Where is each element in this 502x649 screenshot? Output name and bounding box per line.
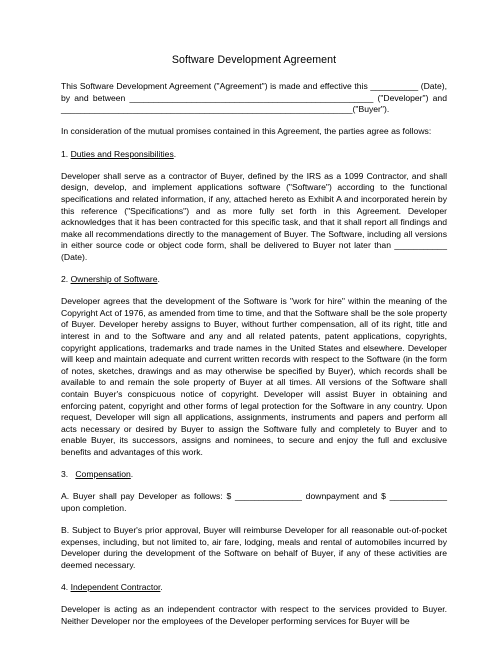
section-title: Compensation [75, 469, 131, 480]
intro-paragraph: This Software Development Agreement ("Agreement") is made and effective this __________ (Date), by and between ___________________________________________________ ("Developer") and _____________________________________________________________("Buyer"). [61, 81, 447, 115]
section-title: Ownership of Software [70, 274, 158, 285]
section-title-suffix: . [173, 148, 177, 159]
section-4-paragraph: Developer is acting as an independent contractor with respect to the services provided to Buyer. Neither Developer nor the employees of the Developer performing services for Buyer will be [61, 604, 447, 626]
section-2-paragraph: Developer agrees that the development of the Software is "work for hire" within the meaning of the Copyright Act of 1976, as amended from time to time, and that the Software shall be the sole property of Buyer. Developer hereby assigns to Buyer, without further compensation, all of its right, title and interest in and to the Software and any and all related patents, patent applications, copyrights, copyright applications, trademarks and trade names in the United States and elsewhere. Developer will keep and maintain adequate and current written records with respect to the Software (in the form of notes, sketches, drawings and as may otherwise be specified by Buyer), which records shall be available to and remain the sole property of Buyer at all times. All versions of the Software shall contain Buyer's conspicuous notice of copyright. Developer will assist Buyer in obtaining and enforcing patent, copyright and other forms of legal protection for the Software in any country. Upon request, Developer will sign all applications, assignments, instruments and papers and perform all acts necessary or desired by Buyer to assign the Software fully and completely to Buyer and to enable Buyer, its successors, assigns and nominees, to secure and enjoy the full and exclusive benefits and advantages of this work. [61, 296, 447, 457]
section-1-heading [61, 149, 447, 161]
section-3-heading [61, 469, 447, 481]
section-title: Duties and Responsibilities [70, 148, 174, 159]
section-number: 2. [61, 274, 69, 285]
section-title-suffix: . [160, 582, 163, 593]
section-number: 1. [61, 148, 69, 159]
section-3-paragraph-b: B. Subject to Buyer's prior approval, Buyer will reimburse Developer for all reasonable out-of-pocket expenses, including, but not limited to, air fare, lodging, meals and rental of automobiles incurred by Developer during the development of the Software on behalf of Buyer, if any of these activities are deemed necessary. [61, 525, 447, 570]
section-number: 3. [61, 469, 69, 480]
document-body [61, 54, 447, 638]
section-title-suffix: . [130, 469, 134, 480]
section-title-suffix: . [157, 274, 160, 285]
section-2-heading [61, 274, 447, 286]
section-number: 4. [61, 582, 69, 593]
section-1-paragraph: Developer shall serve as a contractor of Buyer, defined by the IRS as a 1099 Contractor, and shall design, develop, and implement applications software ("Software") according to the functional specifications and related information, if any, attached hereto as Exhibit A and incorporated herein by this reference ("Specifications") and as more fully set forth in this Agreement. Developer acknowledges that it has been contracted for this specific task, and that it shall report all findings and make all recommendations directly to the management of Buyer. The Software, including all versions in either source code or object code form, shall be delivered to Buyer not later than ___________ (Date). [61, 170, 447, 262]
section-4-heading [61, 582, 447, 594]
section-3-paragraph-a: A. Buyer shall pay Developer as follows: $ ______________ downpayment and $ ____________ upon completion. [61, 491, 447, 513]
consideration-paragraph: In consideration of the mutual promises contained in this Agreement, the parties agree as follows: [61, 126, 432, 137]
section-title: Independent Contractor [70, 582, 161, 593]
document-title: Software Development Agreement [171, 54, 337, 66]
